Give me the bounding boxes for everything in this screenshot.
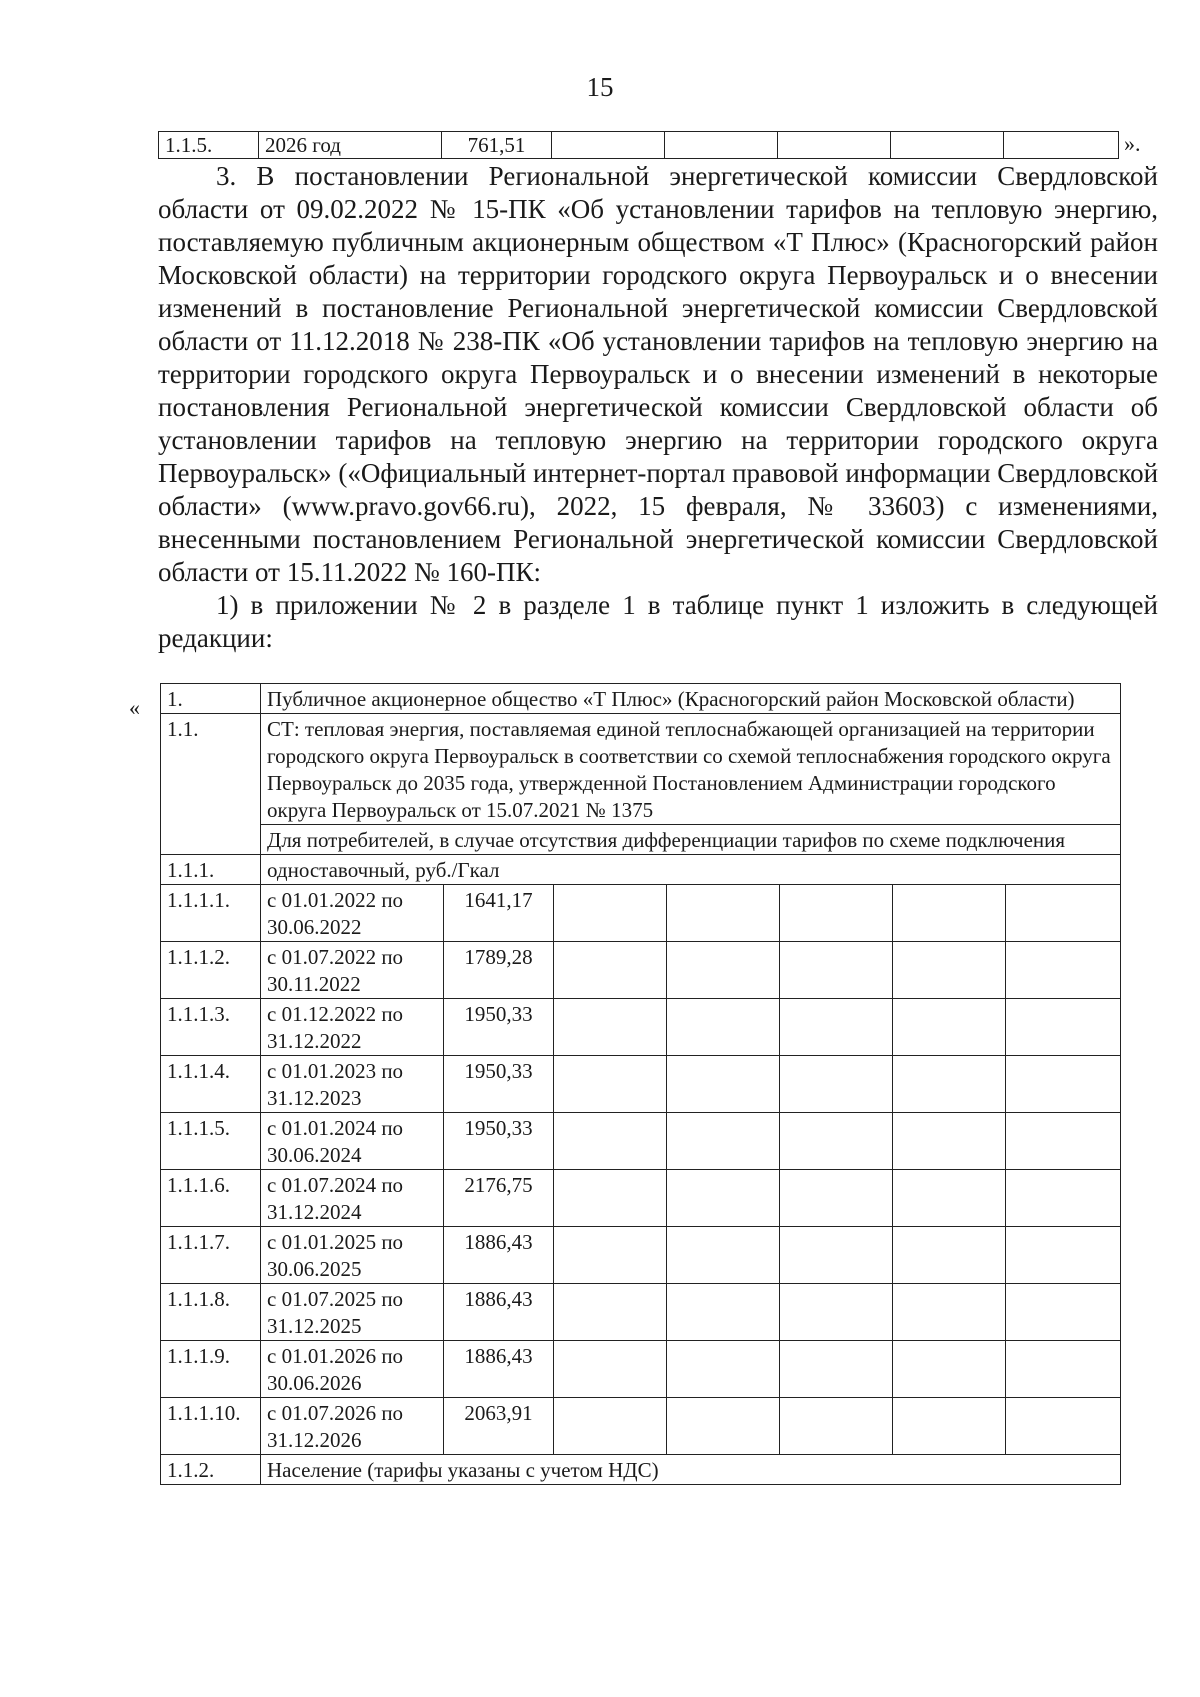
top-table <box>158 131 1119 159</box>
empty-cell <box>778 132 891 159</box>
row-year: 2026 год <box>259 132 442 159</box>
empty-cell <box>665 132 778 159</box>
row-number: 1.1.5. <box>159 132 259 159</box>
empty-cell <box>1006 942 1121 999</box>
empty-cell <box>780 1170 893 1227</box>
empty-cell <box>554 1398 667 1455</box>
row-period: с 01.01.2024 по 30.06.2024 <box>261 1113 444 1170</box>
empty-cell <box>780 1227 893 1284</box>
empty-cell <box>893 942 1006 999</box>
empty-cell <box>780 1284 893 1341</box>
empty-cell <box>1006 1170 1121 1227</box>
empty-cell <box>667 999 780 1056</box>
row-number: 1.1.1.2. <box>161 942 261 999</box>
row-value: 1886,43 <box>444 1341 554 1398</box>
empty-cell <box>554 999 667 1056</box>
row-text: Для потребителей, в случае отсутствия дифференциации тарифов по схеме подключения <box>261 825 1121 855</box>
row-period: с 01.07.2022 по 30.11.2022 <box>261 942 444 999</box>
empty-cell <box>1006 1056 1121 1113</box>
table-row <box>161 1455 1121 1485</box>
table-row <box>161 855 1121 885</box>
empty-cell <box>554 1170 667 1227</box>
tariff-table <box>160 683 1121 1485</box>
row-value: 1886,43 <box>444 1284 554 1341</box>
empty-cell <box>780 942 893 999</box>
row-number: 1.1.2. <box>161 1455 261 1485</box>
row-period: с 01.01.2023 по 31.12.2023 <box>261 1056 444 1113</box>
row-number: 1.1.1.10. <box>161 1398 261 1455</box>
empty-cell <box>893 999 1006 1056</box>
row-value: 761,51 <box>442 132 552 159</box>
table-row <box>161 1227 1121 1284</box>
empty-cell <box>891 132 1004 159</box>
empty-cell <box>893 1398 1006 1455</box>
row-text: Публичное акционерное общество «Т Плюс» (Красногорский район Московской области) <box>261 684 1121 714</box>
row-period: с 01.07.2025 по 31.12.2025 <box>261 1284 444 1341</box>
empty-cell <box>667 1170 780 1227</box>
row-value: 1950,33 <box>444 1113 554 1170</box>
empty-cell <box>1006 885 1121 942</box>
empty-cell <box>554 1341 667 1398</box>
empty-cell <box>667 1284 780 1341</box>
empty-cell <box>667 1056 780 1113</box>
empty-cell <box>893 1284 1006 1341</box>
row-number: 1.1.1.5. <box>161 1113 261 1170</box>
row-number: 1.1.1.8. <box>161 1284 261 1341</box>
empty-cell <box>667 942 780 999</box>
empty-cell <box>1006 1341 1121 1398</box>
empty-cell <box>893 1113 1006 1170</box>
empty-cell <box>893 1056 1006 1113</box>
row-number: 1. <box>161 684 261 714</box>
empty-cell <box>1006 1113 1121 1170</box>
empty-cell <box>1006 1227 1121 1284</box>
row-number: 1.1.1.1. <box>161 885 261 942</box>
table-row <box>161 1170 1121 1227</box>
empty-cell <box>893 1170 1006 1227</box>
row-value: 2063,91 <box>444 1398 554 1455</box>
empty-cell <box>667 1398 780 1455</box>
table-row <box>161 1284 1121 1341</box>
row-number: 1.1.1.6. <box>161 1170 261 1227</box>
table-row <box>161 1341 1121 1398</box>
empty-cell <box>554 942 667 999</box>
row-period: с 01.07.2026 по 31.12.2026 <box>261 1398 444 1455</box>
paragraph-3: 3. В постановлении Региональной энергетической комиссии Свердловской области от 09.02.2022 № 15-ПК «Об установлении тарифов на тепловую энергию, поставляемую публичным акционерным обществом «Т Плюс» (Красногорский район Московской области) на территории городского округа Первоуральск и о внесении изменений в постановление Региональной энергетической комиссии Свердловской области от 11.12.2018 № 238-ПК «Об установлении тарифов на тепловую энергию на территории городского округа Первоуральск и о внесении изменений в некоторые постановления Региональной энергетической комиссии Свердловской области об установлении тарифов на тепловую энергию на территории городского округа Первоуральск» («Официальный интернет-портал правовой информации Свердловской области» (www.pravo.gov66.ru), 2022, 15 февраля, № 33603) с изменениями, внесенными постановлением Региональной энергетической комиссии Свердловской области от 15.11.2022 № 160-ПК: <box>158 161 1159 587</box>
closing-quote: ». <box>1124 131 1141 156</box>
row-value: 1789,28 <box>444 942 554 999</box>
table-row <box>161 684 1121 714</box>
table-row <box>161 1113 1121 1170</box>
empty-cell <box>554 1056 667 1113</box>
row-number: 1.1.1.3. <box>161 999 261 1056</box>
body-text <box>158 160 1158 655</box>
empty-cell <box>780 999 893 1056</box>
empty-cell <box>893 885 1006 942</box>
row-period: с 01.12.2022 по 31.12.2022 <box>261 999 444 1056</box>
empty-cell <box>667 1113 780 1170</box>
empty-cell <box>1006 1284 1121 1341</box>
row-number: 1.1.1.9. <box>161 1341 261 1398</box>
row-number: 1.1.1.4. <box>161 1056 261 1113</box>
empty-cell <box>1004 132 1119 159</box>
row-number: 1.1.1.7. <box>161 1227 261 1284</box>
row-number: 1.1. <box>161 714 261 855</box>
row-value: 1886,43 <box>444 1227 554 1284</box>
page-number: 15 <box>586 72 614 102</box>
table-row <box>161 1398 1121 1455</box>
empty-cell <box>1006 1398 1121 1455</box>
table-row <box>161 999 1121 1056</box>
empty-cell <box>667 1341 780 1398</box>
empty-cell <box>780 885 893 942</box>
paragraph-1: 1) в приложении № 2 в разделе 1 в таблице пункт 1 изложить в следующей редакции: <box>158 590 1158 653</box>
row-text: одноставочный, руб./Гкал <box>261 855 1121 885</box>
opening-quote: « <box>129 695 140 720</box>
row-period: с 01.01.2025 по 30.06.2025 <box>261 1227 444 1284</box>
row-text: СТ: тепловая энергия, поставляемая единой теплоснабжающей организацией на территории городского округа Первоуральск в соответствии со схемой теплоснабжения городского округа Первоуральск до 2035 года, утвержденной Постановлением Администрации городского округа Первоуральск от 15.07.2021 № 1375 <box>261 714 1121 825</box>
empty-cell <box>554 1113 667 1170</box>
table-row <box>161 885 1121 942</box>
row-period: с 01.07.2024 по 31.12.2024 <box>261 1170 444 1227</box>
empty-cell <box>667 1227 780 1284</box>
empty-cell <box>554 885 667 942</box>
table-row <box>161 825 1121 855</box>
row-value: 1950,33 <box>444 999 554 1056</box>
row-number: 1.1.1. <box>161 855 261 885</box>
row-value: 1641,17 <box>444 885 554 942</box>
empty-cell <box>552 132 665 159</box>
row-period: с 01.01.2022 по 30.06.2022 <box>261 885 444 942</box>
empty-cell <box>1006 999 1121 1056</box>
empty-cell <box>893 1341 1006 1398</box>
row-text: Население (тарифы указаны с учетом НДС) <box>261 1455 1121 1485</box>
row-value: 2176,75 <box>444 1170 554 1227</box>
empty-cell <box>667 885 780 942</box>
empty-cell <box>554 1284 667 1341</box>
row-value: 1950,33 <box>444 1056 554 1113</box>
table-row <box>159 132 1119 159</box>
table-row <box>161 942 1121 999</box>
empty-cell <box>780 1398 893 1455</box>
empty-cell <box>554 1227 667 1284</box>
row-period: с 01.01.2026 по 30.06.2026 <box>261 1341 444 1398</box>
empty-cell <box>780 1341 893 1398</box>
empty-cell <box>780 1113 893 1170</box>
empty-cell <box>780 1056 893 1113</box>
table-row <box>161 1056 1121 1113</box>
table-row <box>161 714 1121 825</box>
empty-cell <box>893 1227 1006 1284</box>
